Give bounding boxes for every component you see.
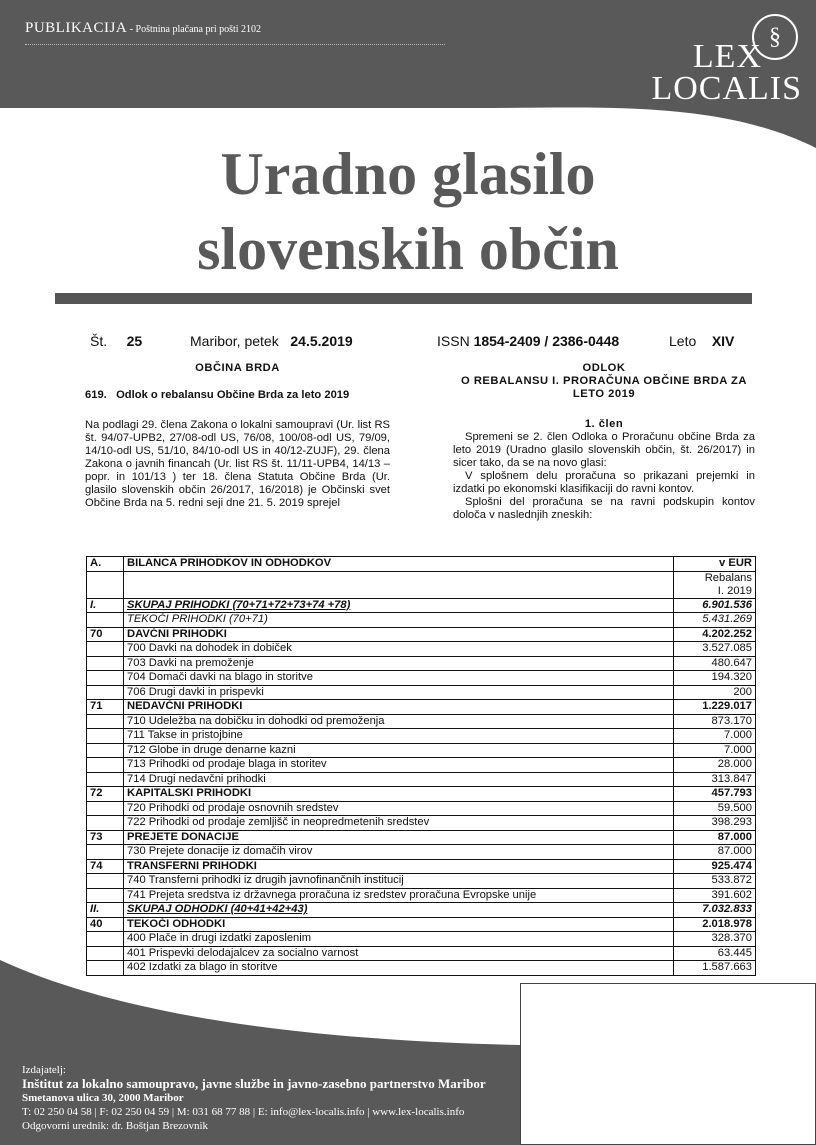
table-row xyxy=(87,801,756,816)
paragraph-sign-icon: § xyxy=(752,14,798,60)
table-row xyxy=(87,874,756,889)
row-label: 704 Domači davki na blago in storitve xyxy=(124,671,674,686)
issue-year: Leto XIV xyxy=(669,333,735,349)
row-code xyxy=(87,613,124,628)
table-row xyxy=(87,946,756,961)
row-label: 703 Davki na premoženje xyxy=(124,656,674,671)
table-row xyxy=(87,932,756,947)
row-value: 398.293 xyxy=(674,816,756,831)
publisher-name: Inštitut za lokalno samoupravo, javne službe in javno-zasebno partnerstvo Maribor xyxy=(22,1076,486,1091)
table-subhead-period: Rebalans I. 2019 xyxy=(674,571,756,598)
table-row xyxy=(87,859,756,874)
table-row xyxy=(87,598,756,613)
table-row xyxy=(87,627,756,642)
row-value: 4.202.252 xyxy=(674,627,756,642)
row-code xyxy=(87,758,124,773)
title-line-2: slovenskih občin xyxy=(197,216,619,282)
row-code xyxy=(87,729,124,744)
row-code xyxy=(87,772,124,787)
table-row xyxy=(87,714,756,729)
table-head-label: BILANCA PRIHODKOV IN ODHODKOV xyxy=(124,557,674,572)
row-value: 7.000 xyxy=(674,729,756,744)
footer-text xyxy=(22,1063,486,1133)
row-value: 328.370 xyxy=(674,932,756,947)
row-code xyxy=(87,714,124,729)
row-value: 87.000 xyxy=(674,830,756,845)
row-code xyxy=(87,845,124,860)
row-label: 711 Takse in pristojbine xyxy=(124,729,674,744)
table-row xyxy=(87,772,756,787)
table-row xyxy=(87,613,756,628)
lex-localis-logo xyxy=(652,12,802,107)
row-label: TEKOČI ODHODKI xyxy=(124,917,674,932)
row-label: 402 Izdatki za blago in storitve xyxy=(124,961,674,976)
logo-bottom: LOCALIS xyxy=(651,70,802,107)
table-head-code: A. xyxy=(87,557,124,572)
row-label: NEDAVČNI PRIHODKI xyxy=(124,700,674,715)
row-value: 87.000 xyxy=(674,845,756,860)
row-label: SKUPAJ PRIHODKI (70+71+72+73+74 +78) xyxy=(124,598,674,613)
issue-date: Maribor, petek 24.5.2019 xyxy=(190,333,353,349)
table-row xyxy=(87,917,756,932)
item-heading: 619. Odlok o rebalansu Občine Brda za leto 2019 xyxy=(85,389,350,401)
row-label: 710 Udeležba na dobičku in dohodki od premoženja xyxy=(124,714,674,729)
publisher-address: Smetanova ulica 30, 2000 Maribor xyxy=(22,1092,184,1104)
responsible-editor: Odgovorni urednik: dr. Boštjan Brezovnik xyxy=(22,1120,209,1132)
row-code xyxy=(87,685,124,700)
row-code xyxy=(87,946,124,961)
row-code xyxy=(87,656,124,671)
table-subheader-row xyxy=(87,571,756,598)
row-label: 400 Plače in drugi izdatki zaposlenim xyxy=(124,932,674,947)
row-code: II. xyxy=(87,903,124,918)
row-code xyxy=(87,874,124,889)
table-row xyxy=(87,816,756,831)
row-value: 873.170 xyxy=(674,714,756,729)
row-code: 73 xyxy=(87,830,124,845)
row-code xyxy=(87,642,124,657)
row-code: 40 xyxy=(87,917,124,932)
title-line-1: Uradno glasilo xyxy=(220,141,596,207)
row-code xyxy=(87,816,124,831)
row-label: PREJETE DONACIJE xyxy=(124,830,674,845)
table-head-unit: v EUR xyxy=(674,557,756,572)
row-code: 72 xyxy=(87,787,124,802)
table-row xyxy=(87,685,756,700)
title-rule xyxy=(55,293,752,304)
row-label: SKUPAJ ODHODKI (40+41+42+43) xyxy=(124,903,674,918)
row-value: 194.320 xyxy=(674,671,756,686)
row-value: 1.229.017 xyxy=(674,700,756,715)
row-label: 730 Prejete donacije iz domačih virov xyxy=(124,845,674,860)
table-row xyxy=(87,903,756,918)
table-row xyxy=(87,830,756,845)
decree-heading: ODLOK xyxy=(582,362,626,374)
row-label: 712 Globe in druge denarne kazni xyxy=(124,743,674,758)
row-value: 59.500 xyxy=(674,801,756,816)
article-paragraph-2: V splošnem delu proračuna so prikazani prejemki in izdatki po ekonomski klasifikaciji do ravni kontov. xyxy=(453,470,755,495)
row-value: 7.032.833 xyxy=(674,903,756,918)
article-paragraph-1: Spremeni se 2. člen Odloka o Proračunu občine Brda za leto 2019 (Uradno glasilo slovenskih občin, št. 26/2017) in sicer tako, da se na novo glasi: xyxy=(453,431,755,469)
row-value: 313.847 xyxy=(674,772,756,787)
row-label: DAVČNI PRIHODKI xyxy=(124,627,674,642)
table-row xyxy=(87,656,756,671)
left-column xyxy=(85,362,390,510)
decree-subheading: O REBALANSU I. PRORAČUNA OBČINE BRDA ZA LETO 2019 xyxy=(461,375,747,400)
right-column xyxy=(453,362,755,522)
row-value: 5.431.269 xyxy=(674,613,756,628)
row-value: 2.018.978 xyxy=(674,917,756,932)
table-row xyxy=(87,787,756,802)
preamble: Na podlagi 29. člena Zakona o lokalni samoupravi (Ur. list RS št. 94/07-UPB2, 27/08-odl US, 76/08, 100/08-odl US, 79/09, 14/10-odl US, 51/10, 84/10-odl US in 40/12-ZUJF), 29. člena Zakona o javnih financah (Ur. list RS št. 11/11-UPB4, 14/13 – popr. in 101/13 ) ter 18. člena Statuta Občine Brda (Ur. glasilo slovenskih občin 26/2017, 16/2018) je Občinski svet Občine Brda na 5. redni seji dne 21. 5. 2019 sprejel xyxy=(85,419,390,509)
table-row xyxy=(87,743,756,758)
row-value: 6.901.536 xyxy=(674,598,756,613)
table-row xyxy=(87,642,756,657)
row-label: 401 Prispevki delodajalcev za socialno varnost xyxy=(124,946,674,961)
row-value: 28.000 xyxy=(674,758,756,773)
publication-label: PUBLIKACIJA xyxy=(25,20,128,36)
row-code xyxy=(87,671,124,686)
row-value: 200 xyxy=(674,685,756,700)
table-row xyxy=(87,758,756,773)
row-label: TRANSFERNI PRIHODKI xyxy=(124,859,674,874)
table-row xyxy=(87,729,756,744)
row-label: TEKOČI PRIHODKI (70+71) xyxy=(124,613,674,628)
row-value: 533.872 xyxy=(674,874,756,889)
blank-box xyxy=(520,983,816,1145)
table-row xyxy=(87,888,756,903)
publisher-contacts: T: 02 250 04 58 | F: 02 250 04 59 | M: 031 68 77 88 | E: info@lex-localis.info | www.lex-localis.info xyxy=(22,1106,465,1118)
row-code: 74 xyxy=(87,859,124,874)
publisher-label: Izdajatelj: xyxy=(22,1064,66,1076)
row-label: 713 Prihodki od prodaje blaga in storitev xyxy=(124,758,674,773)
row-value: 63.445 xyxy=(674,946,756,961)
balance-table xyxy=(86,556,756,976)
row-value: 391.602 xyxy=(674,888,756,903)
row-value: 925.474 xyxy=(674,859,756,874)
row-code: 70 xyxy=(87,627,124,642)
table-row xyxy=(87,671,756,686)
row-label: 741 Prejeta sredstva iz državnega proračuna iz sredstev proračuna Evropske unije xyxy=(124,888,674,903)
row-label: 706 Drugi davki in prispevki xyxy=(124,685,674,700)
row-value: 7.000 xyxy=(674,743,756,758)
table-row xyxy=(87,845,756,860)
row-value: 457.793 xyxy=(674,787,756,802)
postage-note: - Poštnina plačana pri pošti 2102 xyxy=(127,24,262,35)
publication-dots xyxy=(25,44,445,45)
row-label: 722 Prihodki od prodaje zemljišč in neopredmetenih sredstev xyxy=(124,816,674,831)
row-label: 740 Transferni prihodki iz drugih javnofinančnih institucij xyxy=(124,874,674,889)
row-value: 3.527.085 xyxy=(674,642,756,657)
table-row xyxy=(87,700,756,715)
issue-number: Št. 25 xyxy=(90,333,143,349)
publication-line xyxy=(25,20,261,37)
municipality-name: OBČINA BRDA xyxy=(195,362,280,374)
row-code xyxy=(87,932,124,947)
row-value: 480.647 xyxy=(674,656,756,671)
row-code xyxy=(87,888,124,903)
row-code: I. xyxy=(87,598,124,613)
row-code xyxy=(87,801,124,816)
row-label: 714 Drugi nedavčni prihodki xyxy=(124,772,674,787)
logo-top: LEX xyxy=(692,38,762,75)
row-label: 700 Davki na dohodek in dobiček xyxy=(124,642,674,657)
issue-issn: ISSN 1854-2409 / 2386-0448 xyxy=(437,333,620,349)
row-value: 1.587.663 xyxy=(674,961,756,976)
row-label: 720 Prihodki od prodaje osnovnih sredstev xyxy=(124,801,674,816)
row-code: 71 xyxy=(87,700,124,715)
article-heading: 1. člen xyxy=(584,418,624,430)
row-code xyxy=(87,743,124,758)
table-header-row xyxy=(87,557,756,572)
row-label: KAPITALSKI PRIHODKI xyxy=(124,787,674,802)
article-paragraph-3: Splošni del proračuna se na ravni podskupin kontov določa v naslednjih zneskih: xyxy=(453,496,755,521)
